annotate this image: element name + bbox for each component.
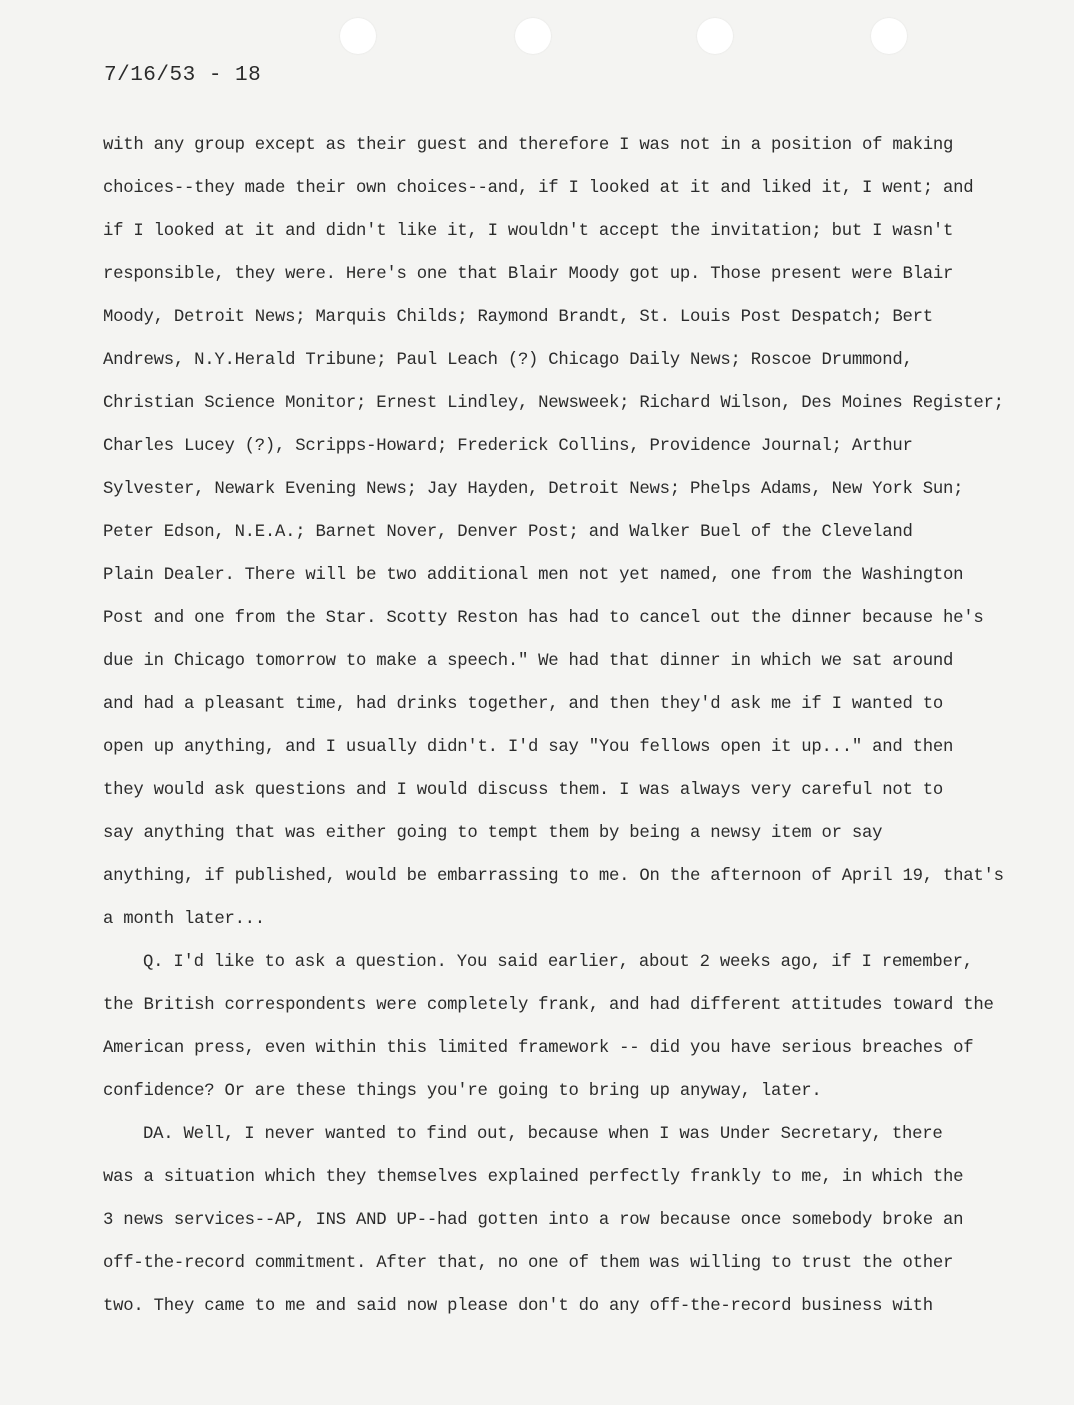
text-line: choices--they made their own choices--and, if I looked at it and liked it, I went; and	[103, 179, 974, 198]
text-line: anything, if published, would be embarrassing to me. On the afternoon of April 19, that's	[103, 867, 1004, 886]
text-line: Andrews, N.Y.Herald Tribune; Paul Leach (?) Chicago Daily News; Roscoe Drummond,	[103, 351, 913, 370]
transcript-body	[103, 124, 1033, 1328]
text-line: due in Chicago tomorrow to make a speech." We had that dinner in which we sat around	[103, 652, 954, 671]
text-line: a month later...	[103, 910, 265, 929]
text-line: Christian Science Monitor; Ernest Lindley, Newsweek; Richard Wilson, Des Moines Register;	[103, 394, 1004, 413]
text-line: Peter Edson, N.E.A.; Barnet Nover, Denver Post; and Walker Buel of the Cleveland	[103, 523, 913, 542]
text-line: two. They came to me and said now please don't do any off-the-record business with	[103, 1297, 933, 1316]
text-line: responsible, they were. Here's one that Blair Moody got up. Those present were Blair	[103, 265, 954, 284]
text-line: and had a pleasant time, had drinks together, and then they'd ask me if I wanted to	[103, 695, 943, 714]
text-line: Post and one from the Star. Scotty Reston has had to cancel out the dinner because he's	[103, 609, 984, 628]
text-line: with any group except as their guest and therefore I was not in a position of making	[103, 136, 954, 155]
text-line: 3 news services--AP, INS AND UP--had gotten into a row because once somebody broke an	[103, 1211, 964, 1230]
punch-hole	[697, 18, 733, 54]
text-line: was a situation which they themselves explained perfectly frankly to me, in which the	[103, 1168, 964, 1187]
text-line: open up anything, and I usually didn't. I'd say "You fellows open it up..." and then	[103, 738, 954, 757]
text-line: American press, even within this limited framework -- did you have serious breaches of	[103, 1039, 974, 1058]
question-line: Q. I'd like to ask a question. You said earlier, about 2 weeks ago, if I remember,	[143, 953, 973, 972]
text-line: Sylvester, Newark Evening News; Jay Hayden, Detroit News; Phelps Adams, New York Sun;	[103, 480, 964, 499]
text-line: Moody, Detroit News; Marquis Childs; Raymond Brandt, St. Louis Post Despatch; Bert	[103, 308, 933, 327]
text-line: they would ask questions and I would discuss them. I was always very careful not to	[103, 781, 943, 800]
page-header: 7/16/53 - 18	[104, 64, 262, 87]
punch-hole	[340, 18, 376, 54]
punch-hole	[871, 18, 907, 54]
text-line: off-the-record commitment. After that, no one of them was willing to trust the other	[103, 1254, 954, 1273]
text-line: say anything that was either going to tempt them by being a newsy item or say	[103, 824, 883, 843]
answer-line: DA. Well, I never wanted to find out, because when I was Under Secretary, there	[143, 1125, 943, 1144]
punch-hole	[515, 18, 551, 54]
text-line: confidence? Or are these things you're going to bring up anyway, later.	[103, 1082, 822, 1101]
text-line: Plain Dealer. There will be two additional men not yet named, one from the Washington	[103, 566, 964, 585]
text-line: if I looked at it and didn't like it, I wouldn't accept the invitation; but I wasn't	[103, 222, 954, 241]
text-line: the British correspondents were completely frank, and had different attitudes toward the	[103, 996, 994, 1015]
text-line: Charles Lucey (?), Scripps-Howard; Frederick Collins, Providence Journal; Arthur	[103, 437, 913, 456]
